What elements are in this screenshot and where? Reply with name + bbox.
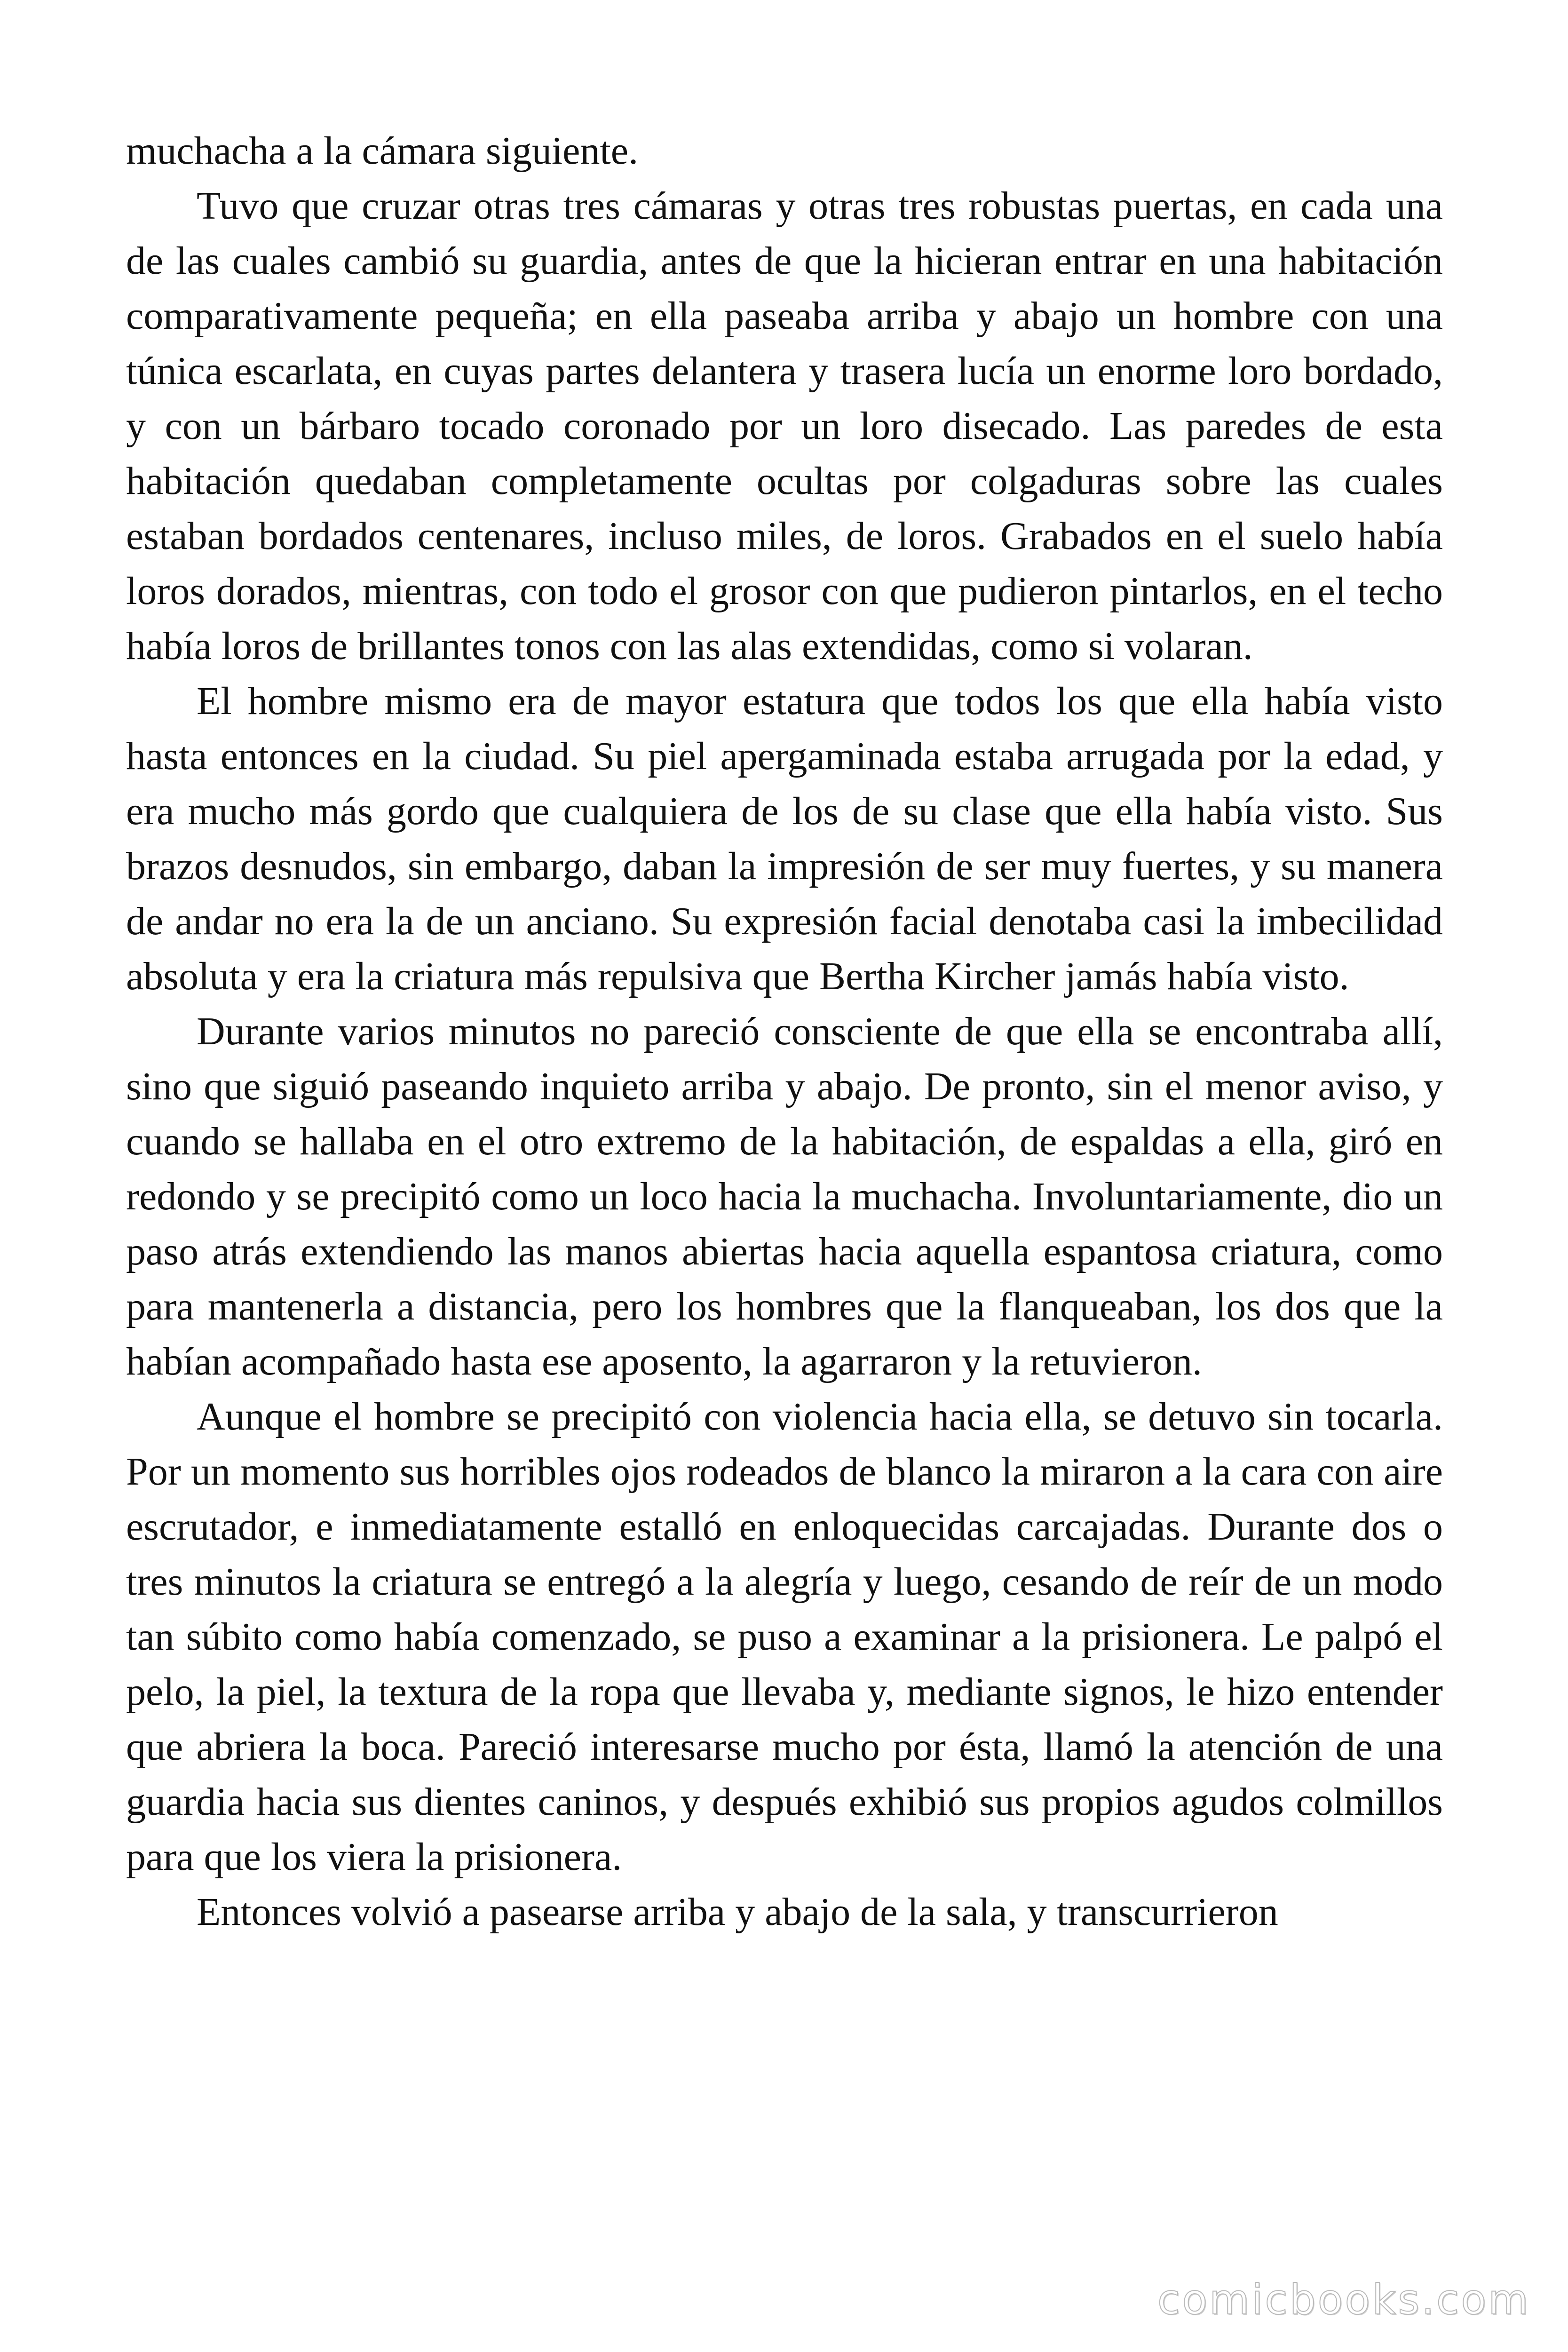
- paragraph: Aunque el hombre se precipitó con violencia hacia ella, se detuvo sin tocarla. Por un momento sus horribles ojos rodeados de blanco la miraron a la cara con aire escrutador, e inmediatamente estalló en enloquecidas carcajadas. Durante dos o tres minutos la criatura se entregó a la alegría y luego, cesando de reír de un modo tan súbito como había comenzado, se puso a examinar a la prisionera. Le palpó el pelo, la piel, la textura de la ropa que llevaba y, mediante signos, le hizo entender que abriera la boca. Pareció interesarse mucho por ésta, llamó la atención de una guardia hacia sus dientes caninos, y después exhibió sus propios agudos colmillos para que los viera la prisionera.: [126, 1395, 1443, 1879]
- paragraph: Entonces volvió a pasearse arriba y abajo de la sala, y transcurrieron: [197, 1890, 1278, 1934]
- paragraph: El hombre mismo era de mayor estatura que todos los que ella había visto hasta entonces en la ciudad. Su piel apergaminada estaba arrugada por la edad, y era mucho más gordo que cualquiera de los de su clase que ella había visto. Sus brazos desnudos, sin embargo, daban la impresión de ser muy fuertes, y su manera de andar no era la de un anciano. Su expresión facial denotaba casi la imbecilidad absoluta y era la criatura más repulsiva que Bertha Kircher jamás había visto.: [126, 679, 1443, 998]
- watermark-logo: comicbooks.com: [1157, 2275, 1530, 2324]
- paragraph-continuation: muchacha a la cámara siguiente.: [126, 129, 639, 173]
- paragraph: Durante varios minutos no pareció consciente de que ella se encontraba allí, sino que siguió paseando inquieto arriba y abajo. De pronto, sin el menor aviso, y cuando se hallaba en el otro extremo de la habitación, de espaldas a ella, giró en redondo y se precipitó como un loco hacia la muchacha. Involuntariamente, dio un paso atrás extendiendo las manos abiertas hacia aquella espantosa criatura, como para mantenerla a distancia, pero los hombres que la flanqueaban, los dos que la habían acompañado hasta ese aposento, la agarraron y la retuvieron.: [126, 1009, 1443, 1383]
- paragraph: Tuvo que cruzar otras tres cámaras y otras tres robustas puertas, en cada una de las cuales cambió su guardia, antes de que la hicieran entrar en una habitación comparativamente pequeña; en ella paseaba arriba y abajo un hombre con una túnica escarlata, en cuyas partes delantera y trasera lucía un enorme loro bordado, y con un bárbaro tocado coronado por un loro disecado. Las paredes de esta habitación quedaban completamente ocultas por colgaduras sobre las cuales estaban bordados centenares, incluso miles, de loros. Grabados en el suelo había loros dorados, mientras, con todo el grosor con que pudieron pintarlos, en el techo había loros de brillantes tonos con las alas extendidas, como si volaran.: [126, 184, 1443, 668]
- body-text: [126, 123, 1443, 1939]
